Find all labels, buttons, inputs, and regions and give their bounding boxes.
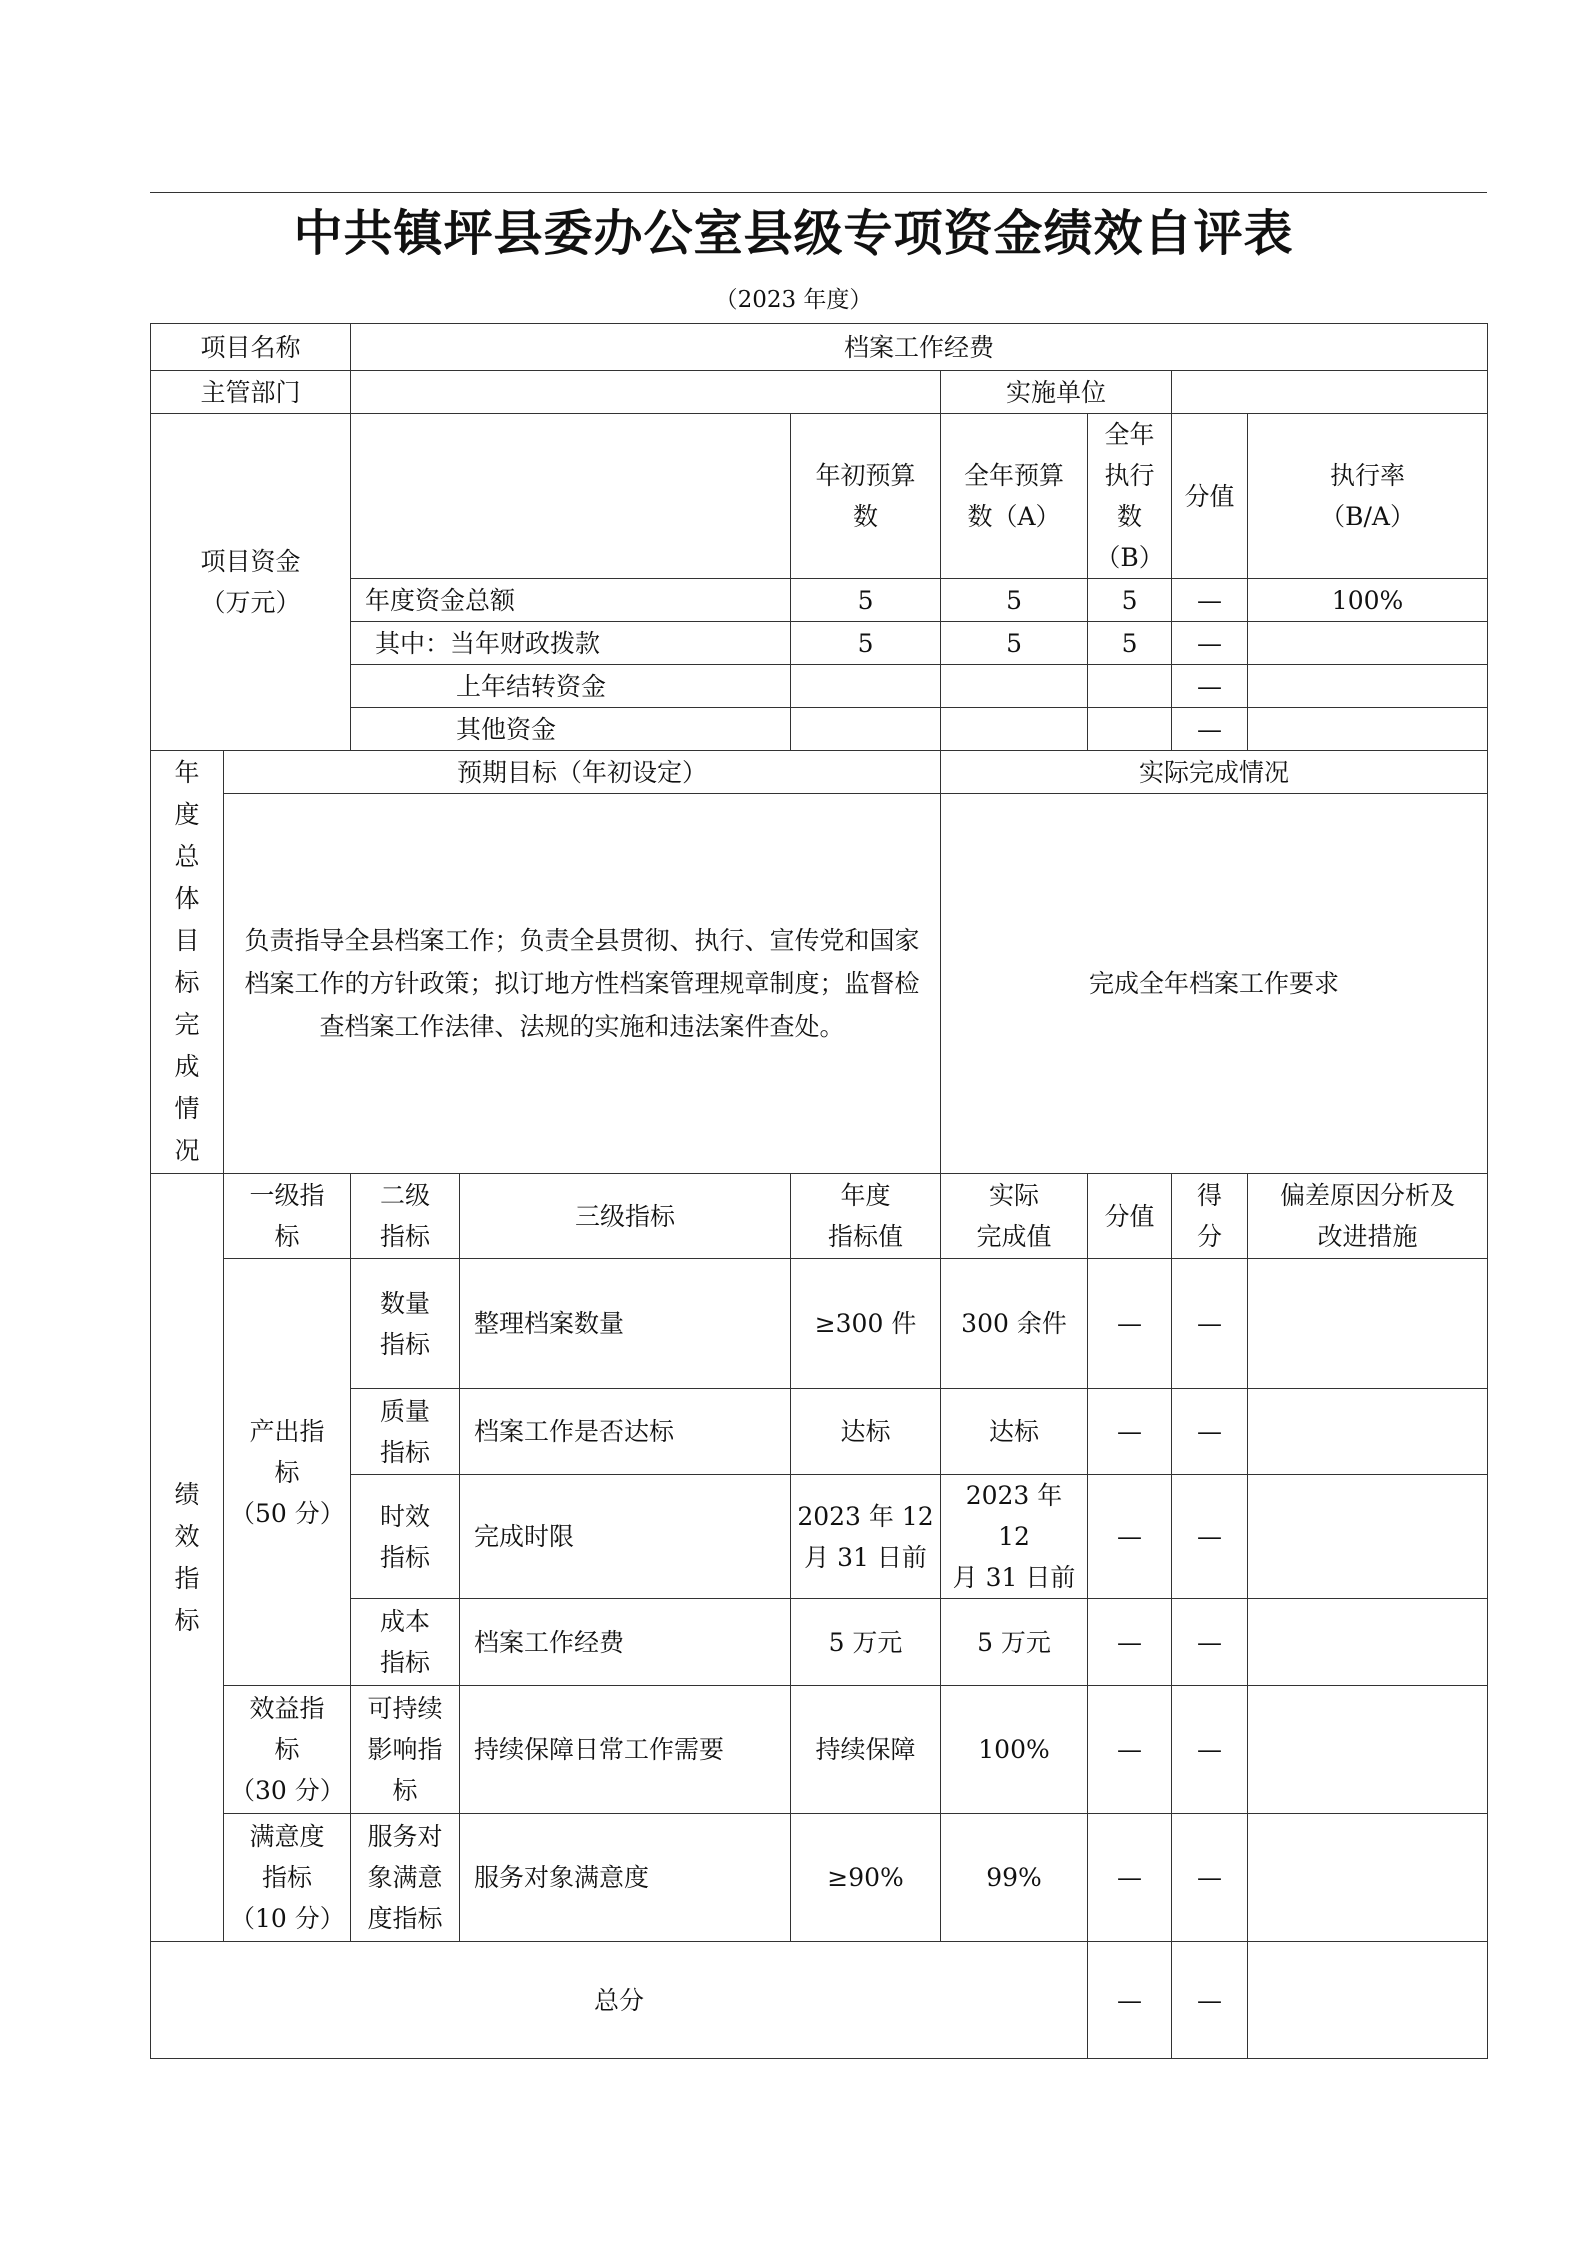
indicator-level1-satisfaction: 满意度 指标 （10 分） <box>224 1814 351 1942</box>
indicator-target: 2023 年 12 月 31 日前 <box>791 1475 941 1599</box>
impl-label: 实施单位 <box>941 371 1172 414</box>
funds-row-label: 年度资金总额 <box>351 579 791 622</box>
funds-row-rate <box>1248 708 1488 751</box>
indicators-header-level2: 二级 指标 <box>351 1174 460 1259</box>
indicator-actual: 2023 年 12 月 31 日前 <box>941 1475 1088 1599</box>
total-label: 总分 <box>151 1942 1088 2059</box>
indicator-level2: 数量 指标 <box>351 1259 460 1389</box>
funds-row-score-value: — <box>1172 579 1248 622</box>
indicator-score: — <box>1172 1814 1248 1942</box>
funds-header-initial: 年初预算 数 <box>791 414 941 579</box>
indicator-analysis <box>1248 1389 1488 1475</box>
funds-header-blank <box>351 414 791 579</box>
indicator-target: 5 万元 <box>791 1599 941 1686</box>
funds-label: 项目资金 （万元） <box>151 414 351 751</box>
indicators-side-label: 绩 效 指 标 <box>151 1174 224 1942</box>
indicators-header-score: 得 分 <box>1172 1174 1248 1259</box>
indicator-score-value: — <box>1088 1599 1172 1686</box>
indicator-actual: 99% <box>941 1814 1088 1942</box>
indicator-actual: 100% <box>941 1686 1088 1814</box>
indicators-header-target: 年度 指标值 <box>791 1174 941 1259</box>
funds-row-label: 其中：当年财政拨款 <box>351 622 791 665</box>
funds-row-executed <box>1088 708 1172 751</box>
project-name-label: 项目名称 <box>151 324 351 371</box>
indicator-level1-output: 产出指 标 （50 分） <box>224 1259 351 1686</box>
indicator-level3: 档案工作是否达标 <box>460 1389 791 1475</box>
indicator-target: 持续保障 <box>791 1686 941 1814</box>
funds-row-score-value: — <box>1172 708 1248 751</box>
dept-label: 主管部门 <box>151 371 351 414</box>
indicator-level2: 可持续 影响指 标 <box>351 1686 460 1814</box>
indicator-score: — <box>1172 1599 1248 1686</box>
funds-row-initial: 5 <box>791 579 941 622</box>
funds-row-rate: 100% <box>1248 579 1488 622</box>
indicator-score: — <box>1172 1686 1248 1814</box>
funds-header-score-value: 分值 <box>1172 414 1248 579</box>
indicator-target: ≥90% <box>791 1814 941 1942</box>
funds-row-executed: 5 <box>1088 622 1172 665</box>
indicator-actual: 300 余件 <box>941 1259 1088 1389</box>
funds-row-score-value: — <box>1172 665 1248 708</box>
indicators-header-level3: 三级指标 <box>460 1174 791 1259</box>
indicator-level2: 成本 指标 <box>351 1599 460 1686</box>
funds-row-score-value: — <box>1172 622 1248 665</box>
funds-row-label: 其他资金 <box>351 708 791 751</box>
indicator-level1-benefit: 效益指 标 （30 分） <box>224 1686 351 1814</box>
goals-expected-text: 负责指导全县档案工作；负责全县贯彻、执行、宣传党和国家档案工作的方针政策；拟订地方性档案管理规章制度；监督检查档案工作法律、法规的实施和违法案件查处。 <box>224 794 941 1174</box>
funds-row-annual <box>941 665 1088 708</box>
indicator-analysis <box>1248 1475 1488 1599</box>
funds-row-executed: 5 <box>1088 579 1172 622</box>
total-score: — <box>1172 1942 1248 2059</box>
indicators-header-analysis: 偏差原因分析及 改进措施 <box>1248 1174 1488 1259</box>
indicator-analysis <box>1248 1686 1488 1814</box>
indicator-analysis <box>1248 1599 1488 1686</box>
indicator-score-value: — <box>1088 1389 1172 1475</box>
page-title: 中共镇坪县委办公室县级专项资金绩效自评表 <box>293 204 1294 262</box>
funds-row-initial <box>791 665 941 708</box>
funds-row-annual <box>941 708 1088 751</box>
indicator-level2: 质量 指标 <box>351 1389 460 1475</box>
funds-header-executed: 全年执行 数（B） <box>1088 414 1172 579</box>
total-score-value: — <box>1088 1942 1172 2059</box>
indicator-analysis <box>1248 1259 1488 1389</box>
indicator-level3: 服务对象满意度 <box>460 1814 791 1942</box>
indicator-score-value: — <box>1088 1686 1172 1814</box>
indicator-target: ≥300 件 <box>791 1259 941 1389</box>
funds-header-rate: 执行率 （B/A） <box>1248 414 1488 579</box>
indicator-score: — <box>1172 1389 1248 1475</box>
indicator-score-value: — <box>1088 1259 1172 1389</box>
indicator-score: — <box>1172 1475 1248 1599</box>
total-analysis <box>1248 1942 1488 2059</box>
funds-row-annual: 5 <box>941 622 1088 665</box>
funds-row-label: 上年结转资金 <box>351 665 791 708</box>
indicator-level2: 时效 指标 <box>351 1475 460 1599</box>
evaluation-table <box>150 323 1488 2059</box>
funds-row-rate <box>1248 665 1488 708</box>
indicator-level2: 服务对 象满意 度指标 <box>351 1814 460 1942</box>
project-name-value: 档案工作经费 <box>351 324 1488 371</box>
indicator-target: 达标 <box>791 1389 941 1475</box>
indicators-header-level1: 一级指 标 <box>224 1174 351 1259</box>
indicator-level3: 档案工作经费 <box>460 1599 791 1686</box>
indicator-score-value: — <box>1088 1475 1172 1599</box>
funds-header-annual: 全年预算 数（A） <box>941 414 1088 579</box>
year-subtitle: （2023 年度） <box>714 287 873 313</box>
top-rule <box>150 192 1487 193</box>
goals-actual-header: 实际完成情况 <box>941 751 1488 794</box>
indicator-level3: 持续保障日常工作需要 <box>460 1686 791 1814</box>
goals-expected-header: 预期目标（年初设定） <box>224 751 941 794</box>
impl-value <box>1172 371 1488 414</box>
indicator-analysis <box>1248 1814 1488 1942</box>
indicator-actual: 达标 <box>941 1389 1088 1475</box>
funds-row-rate <box>1248 622 1488 665</box>
dept-value <box>351 371 941 414</box>
indicator-actual: 5 万元 <box>941 1599 1088 1686</box>
funds-row-initial: 5 <box>791 622 941 665</box>
funds-row-executed <box>1088 665 1172 708</box>
indicators-header-score-value: 分值 <box>1088 1174 1172 1259</box>
funds-row-initial <box>791 708 941 751</box>
indicator-level3: 完成时限 <box>460 1475 791 1599</box>
indicator-level3: 整理档案数量 <box>460 1259 791 1389</box>
indicator-score: — <box>1172 1259 1248 1389</box>
indicator-score-value: — <box>1088 1814 1172 1942</box>
goals-side-label: 年 度 总 体 目 标 完 成 情 况 <box>151 751 224 1174</box>
indicators-header-actual: 实际 完成值 <box>941 1174 1088 1259</box>
funds-row-annual: 5 <box>941 579 1088 622</box>
goals-actual-text: 完成全年档案工作要求 <box>941 794 1488 1174</box>
